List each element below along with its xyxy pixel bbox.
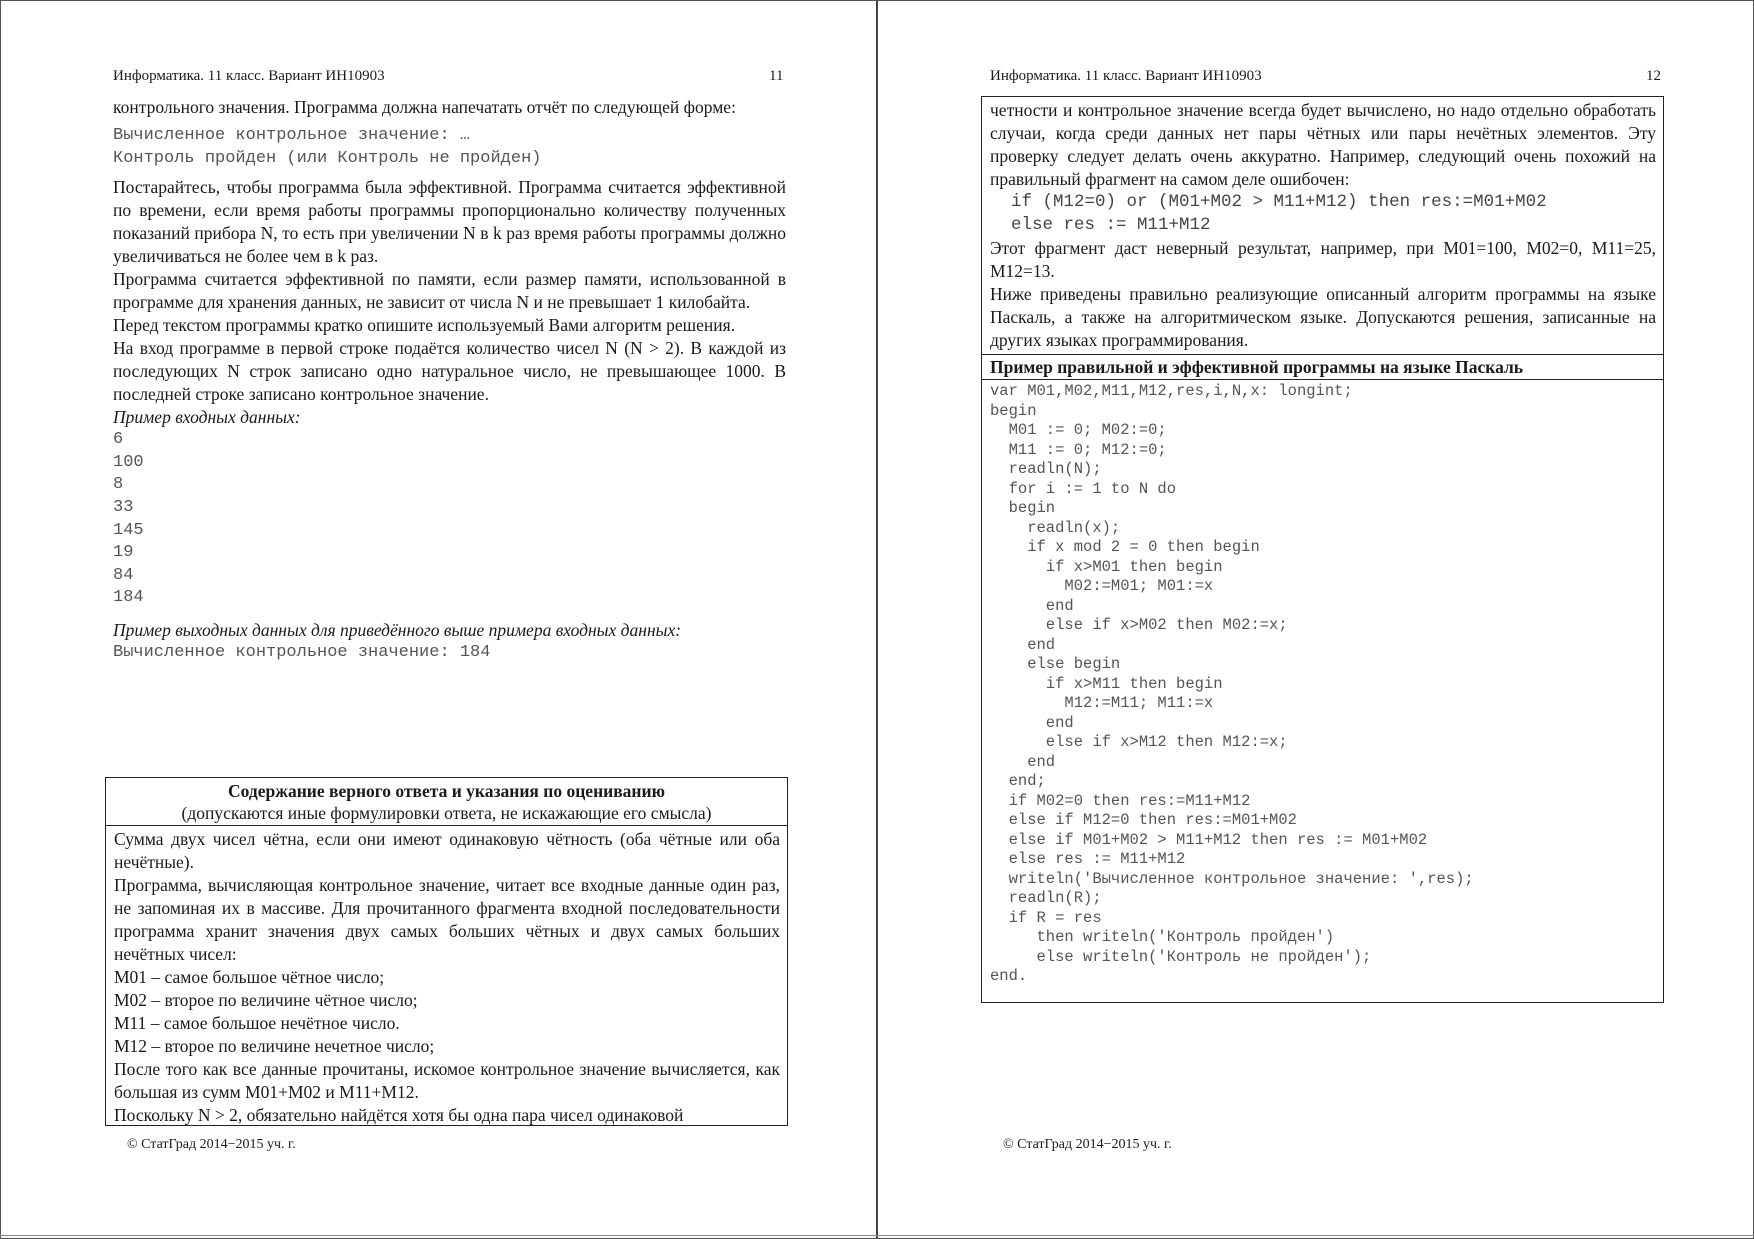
code-line: begin <box>990 499 1056 517</box>
code-line: writeln('Вычисленное контрольное значение: ',res); <box>990 869 1474 888</box>
wrong-fragment-line: if (M12=0) or (M01+M02 > M11+M12) then res:=M01+M02 <box>990 192 1547 212</box>
code-line: if x mod 2 = 0 then begin <box>990 538 1260 556</box>
code-line: else if x>M12 then M12:=x; <box>990 733 1288 751</box>
code-line: if M02=0 then res:=M11+M12 <box>990 791 1251 810</box>
efficiency-memory-paragraph: Программа считается эффективной по памяти, если размер памяти, использованной в программе для хранения данных, не зависит от числа N и не превышает 1 килобайта. <box>113 269 786 313</box>
code-line: end <box>990 752 1056 771</box>
code-line: for i := 1 to N do <box>990 479 1177 498</box>
answer-line: M02 – второе по величине чётное число; <box>114 990 418 1010</box>
page-header: Информатика. 11 класс. Вариант ИН10903 <box>113 68 385 84</box>
code-line: end <box>990 635 1056 654</box>
code-line: else begin <box>990 655 1121 673</box>
input-description: На вход программе в первой строке подаётся количество чисел N (N > 2). В каждой из последующих N строк записано одно натуральное число, не превышающее 1000. В последней строке записано контрольное значение. <box>113 338 786 405</box>
input-example-value: 19 <box>113 543 134 563</box>
answer-box-subtitle: (допускаются иные формулировки ответа, не искажающие его смысла) <box>181 803 712 823</box>
answer-line: Программа, вычисляющая контрольное значение, читает все входные данные один раз, не запоминая их в массиве. Для прочитанного фрагмента входной последовательности программа хранит значения двух самых больших чётных и двух самых больших нечётных чисел: <box>114 875 780 964</box>
answer-line: После того как все данные прочитаны, искомое контрольное значение вычисляется, как большая из сумм M01+M02 и M11+M12. <box>114 1059 780 1102</box>
code-line: if x>M01 then begin <box>990 557 1223 576</box>
continuation-text: четности и контрольное значение всегда будет вычислено, но надо отдельно обработать случаи, когда среди данных нет пары чётных или пары нечётных элементов. Эту проверку следует делать очень аккуратно. Например, следующий очень похожий на правильный фрагмент на самом деле ошибочен: <box>990 100 1656 189</box>
code-line: else if M12=0 then res:=M01+M02 <box>990 811 1297 829</box>
answer-box-body <box>106 826 787 1126</box>
wrong-fragment-line: else res := M11+M12 <box>990 215 1211 235</box>
left-page <box>0 0 876 1239</box>
code-line: then writeln('Контроль пройден') <box>990 928 1335 946</box>
input-example-value: 184 <box>113 588 144 608</box>
page-header: Информатика. 11 класс. Вариант ИН10903 <box>990 68 1262 84</box>
input-example-value: 6 <box>113 430 124 450</box>
intro-paragraph: контрольного значения. Программа должна напечатать отчёт по следующей форме: <box>113 97 736 117</box>
code-line: readln(x); <box>990 518 1121 537</box>
code-line: var M01,M02,M11,M12,res,i,N,x: longint; <box>990 382 1353 400</box>
code-line: else res := M11+M12 <box>990 850 1186 868</box>
input-example-value: 145 <box>113 520 144 540</box>
code-line: M12:=M11; M11:=x <box>990 694 1214 712</box>
solution-box <box>981 96 1664 1003</box>
program-title: Пример правильной и эффективной программы на языке Паскаль <box>982 354 1663 380</box>
page-footer: © СтатГрад 2014−2015 уч. г. <box>127 1137 296 1152</box>
code-line: end; <box>990 772 1046 790</box>
solutions-text: Ниже приведены правильно реализующие описанный алгоритм программы на языке Паскаль, а также на алгоритмическом языке. Допускаются решения, записанные на других языках программирования. <box>990 284 1656 350</box>
code-line: readln(R); <box>990 889 1102 907</box>
answer-criteria-box <box>105 777 788 1126</box>
answer-line: M11 – самое большое нечётное число. <box>114 1013 400 1033</box>
code-line: end. <box>990 967 1028 985</box>
code-line: M02:=M01; M01:=x <box>990 577 1214 595</box>
pascal-code-block <box>982 380 1663 987</box>
solution-explanation <box>982 97 1663 354</box>
algorithm-instruction: Перед текстом программы кратко опишите используемый Вами алгоритм решения. <box>113 315 736 336</box>
input-example-value: 100 <box>113 452 144 472</box>
code-line: end <box>990 596 1074 615</box>
output-example-label: Пример выходных данных для приведённого выше примера входных данных: <box>113 619 682 640</box>
answer-line: M01 – самое большое чётное число; <box>114 967 385 987</box>
code-line: if x>M11 then begin <box>990 674 1223 693</box>
input-example-value: 8 <box>113 475 124 495</box>
report-form-line: Вычисленное контрольное значение: … <box>113 126 471 145</box>
output-example-value: Вычисленное контрольное значение: 184 <box>113 642 491 662</box>
page-number: 11 <box>769 68 784 84</box>
code-line: readln(N); <box>990 460 1102 478</box>
answer-line: Поскольку N > 2, обязательно найдётся хотя бы одна пара чисел одинаковой <box>114 1105 684 1125</box>
wrong-result-text: Этот фрагмент даст неверный результат, например, при M01=100, M02=0, M11=25, M12=13. <box>990 238 1656 281</box>
input-example-label: Пример входных данных: <box>113 407 301 428</box>
code-line: M11 := 0; M12:=0; <box>990 440 1167 459</box>
code-line: if R = res <box>990 908 1102 927</box>
answer-box-header <box>106 778 787 826</box>
efficiency-time-paragraph: Постарайтесь, чтобы программа была эффективной. Программа считается эффективной по времени, если время работы программы пропорционально количеству полученных показаний прибора N, то есть при увеличении N в k раз время работы программы должно увеличиваться не более чем в k раз. <box>113 177 786 267</box>
input-example-value: 84 <box>113 565 134 585</box>
answer-line: Сумма двух чисел чётна, если они имеют одинаковую чётность (оба чётные или оба нечётные). <box>114 829 780 872</box>
answer-line: M12 – второе по величине нечетное число; <box>114 1036 435 1056</box>
code-line: M01 := 0; M02:=0; <box>990 421 1167 439</box>
page-footer: © СтатГрад 2014−2015 уч. г. <box>1003 1137 1172 1152</box>
code-line: else writeln('Контроль не пройден'); <box>990 947 1372 966</box>
code-line: else if M01+M02 > M11+M12 then res := M01+M02 <box>990 830 1428 849</box>
code-line: begin <box>990 401 1037 420</box>
answer-box-title: Содержание верного ответа и указания по оцениванию <box>228 781 665 801</box>
report-form-line: Контроль пройден (или Контроль не пройден) <box>113 148 542 168</box>
code-line: end <box>990 713 1074 732</box>
task-text <box>113 96 786 665</box>
page-number: 12 <box>1646 68 1661 84</box>
code-line: else if x>M02 then M02:=x; <box>990 616 1288 634</box>
input-example-value: 33 <box>113 497 134 517</box>
